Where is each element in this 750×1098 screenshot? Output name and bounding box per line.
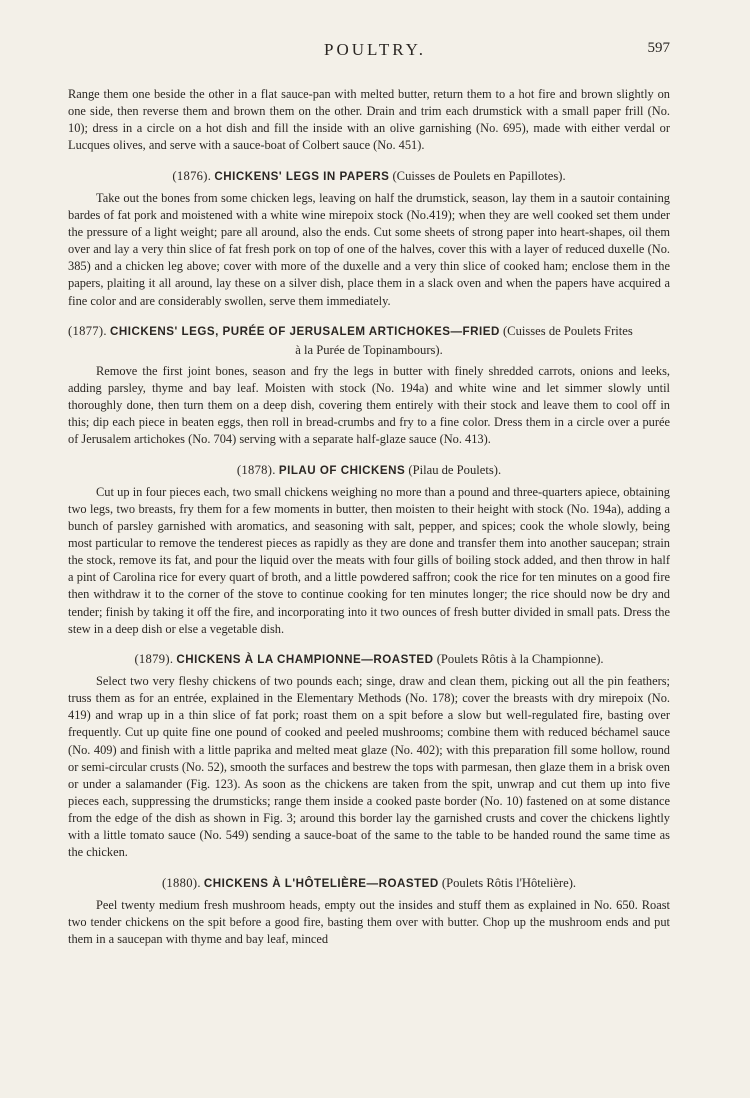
recipe-body-1877: Remove the first joint bones, season and fry the legs in butter with finely shredded carrots, onions and leeks, adding parsley, thyme and bay leaf. Moisten with stock (No. 194a) and white wine and let simmer slowly until thoroughly done, then turn them on a deep dish, covering them entirely with their stock and leave them to cool off in this; dip each piece in beaten eggs, then roll in bread-crumbs and fry to a fine color. Dress them in a circle over a purée of Jerusalem artichokes (No. 704) serving with a separate half-glaze sauce (No. 413). [68, 363, 670, 447]
recipe-number: (1879). [134, 651, 174, 666]
recipe-number: (1878). [236, 462, 276, 477]
recipe-number: (1877). [68, 323, 107, 338]
recipe-french-title: (Poulets Rôtis l'Hôtelière). [441, 875, 577, 890]
recipe-french-title: (Poulets Rôtis à la Championne). [436, 651, 604, 666]
recipe-french-title: (Cuisses de Poulets en Papillotes). [392, 168, 566, 183]
recipe-body-1876: Take out the bones from some chicken legs, leaving on half the drumstick, season, lay them in a sautoir containing bardes of fat pork and moistened with a white wine mirepoix stock (No.419); when they are well cooked set them under the pressure of a light weight; pare all around, also the ends. Cut some sheets of strong paper into heart-shapes, oil them over and lay a very thin slice of fat fresh pork on top of one of the halves, cover this with a layer of reduced duxelle (No. 385) and a chicken leg above; cover with more of the duxelle and a very thin slice of cooked ham; enclose them in the papers, plaiting it all around, lay these on a silver dish, place them in a slack oven and when the papers have acquired a fine color and are considerably swollen, serve them immediately. [68, 190, 670, 308]
recipe-body-1878: Cut up in four pieces each, two small chickens weighing no more than a pound and three-quarters apiece, obtaining two legs, two breasts, fry them for a few moments in butter, then moisten to their height with stock (No. 194a), adding a bunch of parsley garnished with aromatics, and seasoning with salt, pepper, and spices; cook the whole slowly, being most particular to remove the tenderest pieces as rapidly as they are done and transfer them into another saucepan; strain the stock, remove its fat, and pour the liquid over the meats with four gills of boiling stock added, and then throw in half a pint of Carolina rice for every quart of broth, and a little powdered saffron; cook the rice for ten minutes on a good fire then withdraw it to the corner of the stove to continue cooking for ten minutes longer; the rice should now be dry and tender; finish by taking it off the fire, and incorporating into it two ounces of fresh butter divided in small pats. Dress the stew in a deep dish or else a vegetable dish. [68, 484, 670, 636]
recipe-body-1879: Select two very fleshy chickens of two pounds each; singe, draw and clean them, picking out all the pin feathers; truss them as for an entrée, explained in the Elementary Methods (No. 178); cover the breasts with dry mirepoix (No. 419) and wrap up in a thin slice of fat pork; roast them on a spit before a slow but well-regulated fire, basting over frequently. Cut up quite fine one pound of cooked and peeled mushrooms; combine them with reduced béchamel sauce (No. 409) and finish with a little paprika and melted meat glaze (No. 402); with this preparation fill some hollow, round or semi-circular crusts (No. 52), smooth the surfaces and bestrew the tops with parmesan, then glaze them in a brisk oven or under a salamander (Fig. 123). As soon as the chickens are taken from the spit, unwrap and cut them up into five pieces each, suppressing the drumsticks; range them inside a cooked paste border (No. 10) fastened on at some distance from the edge of the dish as shown in Fig. 3; around this border lay the garnished crusts and cover the chickens lightly with a little tomato sauce (No. 549) sending a sauce-boat of the same to the table to be handed round the same time as the chicken. [68, 673, 670, 860]
recipe-body-1880: Peel twenty medium fresh mushroom heads, empty out the insides and stuff them as explained in No. 650. Roast two tender chickens on the spit before a good fire, basting them over with butter. Chop up the mushroom ends and put them in a saucepan with thyme and bay leaf, minced [68, 897, 670, 946]
recipe-heading-1877 [68, 322, 670, 359]
page-number: 597 [647, 40, 670, 56]
page-content [68, 86, 670, 948]
recipe-french-title: (Pilau de Poulets). [408, 462, 502, 477]
recipe-title: CHICKENS À L'HÔTELIÈRE—ROASTED [203, 876, 439, 890]
intro-paragraph: Range them one beside the other in a flat sauce-pan with melted butter, return them to a hot fire and brown slightly on one side, then reverse them and brown them on the other. Drain and trim each drumstick with a small paper frill (No. 10); dress in a circle on a hot dish and fill the inside with an olive garnishing (No. 695), made with either verdal or Lucques olives, and serve with a sauce-boat of Colbert sauce (No. 451). [68, 87, 670, 153]
recipe-heading-1876 [68, 167, 670, 186]
recipe-title: CHICKENS À LA CHAMPIONNE—ROASTED [176, 652, 434, 666]
recipe-french-title: (Cuisses de Poulets Frites [502, 323, 633, 338]
recipe-heading-1880 [68, 874, 670, 893]
recipe-title: PILAU OF CHICKENS [278, 463, 406, 477]
recipe-heading-1878 [68, 461, 670, 480]
recipe-title: CHICKENS' LEGS, PURÉE OF JERUSALEM ARTICHOKES—FRIED [109, 324, 500, 338]
recipe-number: (1880). [161, 875, 201, 890]
recipe-heading-1879 [68, 650, 670, 669]
running-title: POULTRY. [324, 40, 426, 59]
recipe-french-title-line2: à la Purée de Topinambours). [295, 342, 443, 357]
running-header [0, 40, 750, 64]
recipe-title: CHICKENS' LEGS IN PAPERS [214, 169, 390, 183]
recipe-number: (1876). [172, 168, 212, 183]
